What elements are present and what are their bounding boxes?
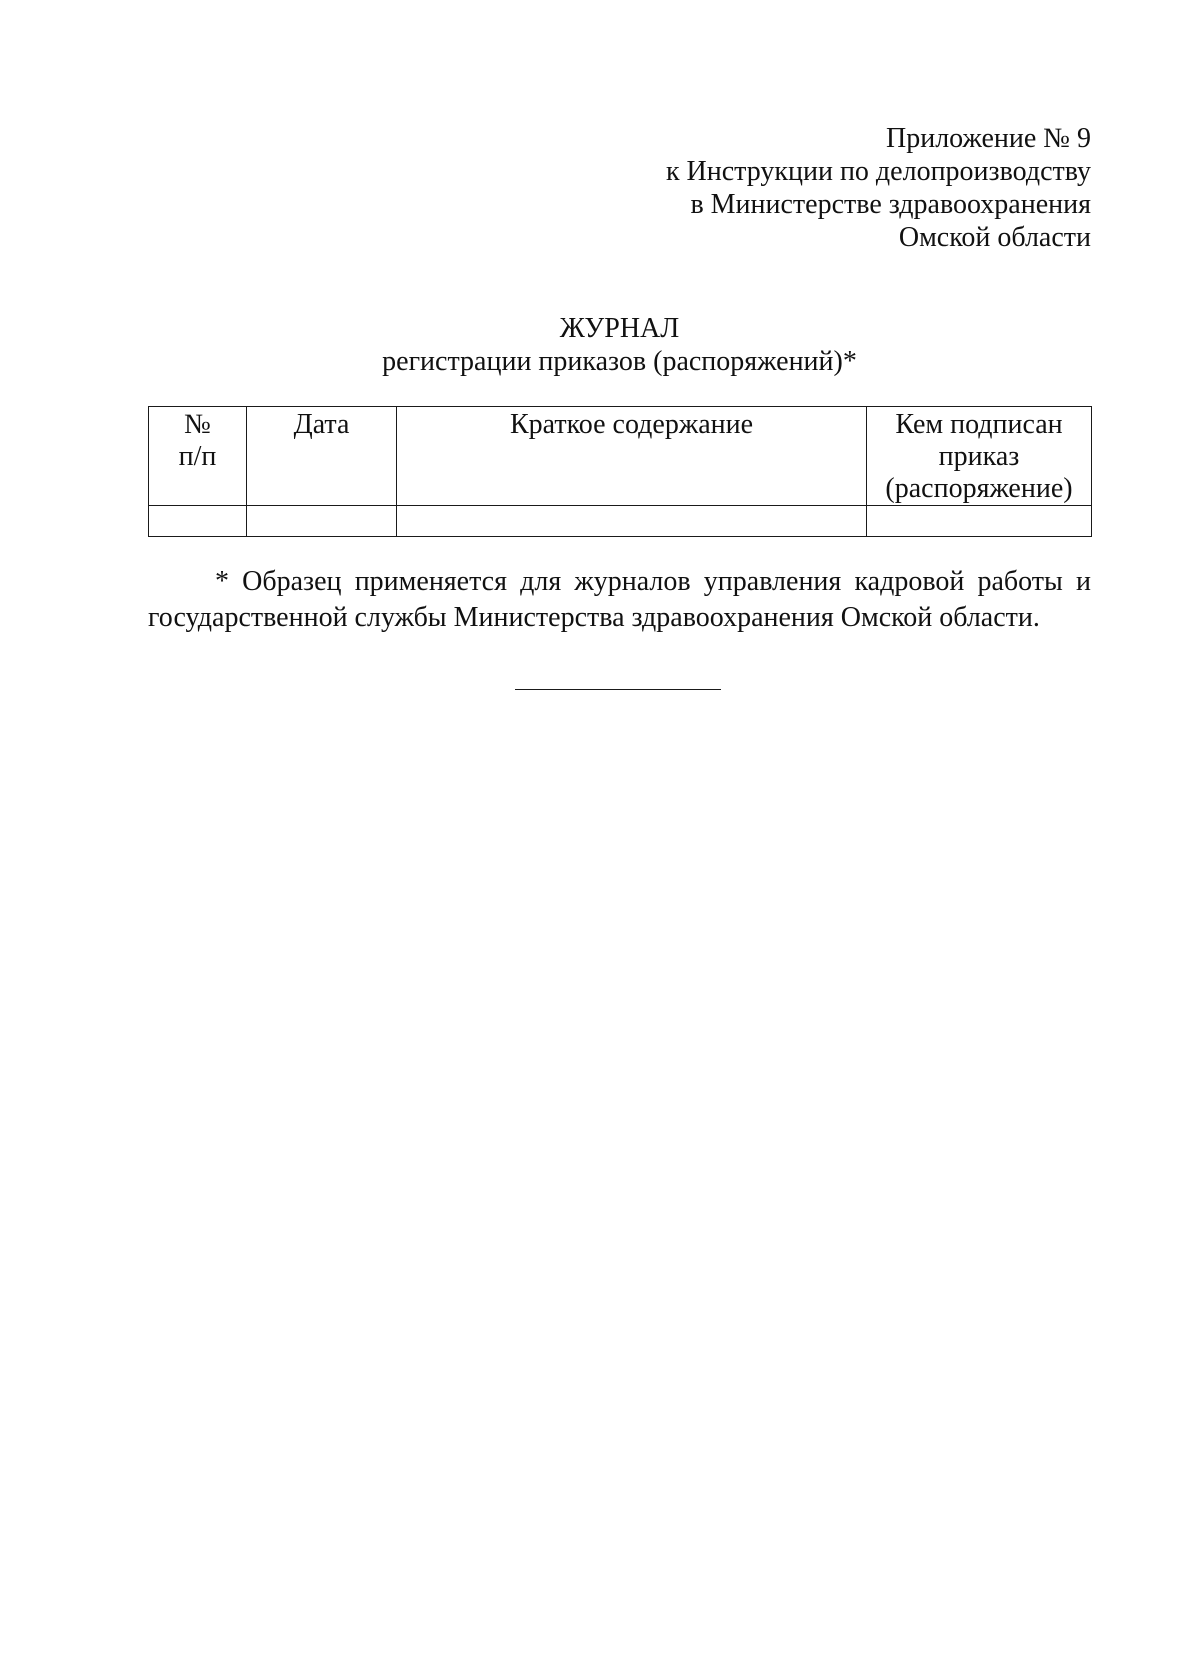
header-line: п/п (178, 441, 217, 472)
document-title (148, 312, 1091, 378)
appendix-line: Приложение № 9 (886, 123, 1091, 154)
header-line: Кем подписан (895, 409, 1063, 440)
header-line: (распоряжение) (885, 473, 1073, 504)
appendix-line: к Инструкции по делопроизводству (665, 156, 1091, 187)
appendix-line: Омской области (898, 222, 1091, 253)
header-line: № (184, 409, 211, 440)
table-cell (247, 506, 397, 537)
appendix-line: в Министерстве здравоохранения (690, 189, 1091, 220)
table-cell (397, 506, 867, 537)
header-number (149, 407, 247, 506)
header-summary (397, 407, 867, 506)
header-signed-by (867, 407, 1092, 506)
table-header-row (149, 407, 1092, 506)
table-cell (867, 506, 1092, 537)
table-row (149, 506, 1092, 537)
journal-heading: ЖУРНАЛ (559, 313, 680, 344)
header-line: Краткое содержание (509, 409, 754, 440)
footnote (148, 564, 1091, 636)
journal-table (148, 406, 1092, 537)
header-line: Дата (293, 409, 350, 440)
appendix-reference (666, 122, 1091, 254)
header-line: приказ (938, 441, 1020, 472)
end-divider (515, 689, 721, 690)
footnote-text: * Образец применяется для журналов управления кадровой работы и государственной службы Министерства здравоохранения Омской области. (148, 566, 1091, 633)
header-date (247, 407, 397, 506)
journal-subheading: регистрации приказов (распоряжений)* (382, 346, 857, 377)
table-cell (149, 506, 247, 537)
